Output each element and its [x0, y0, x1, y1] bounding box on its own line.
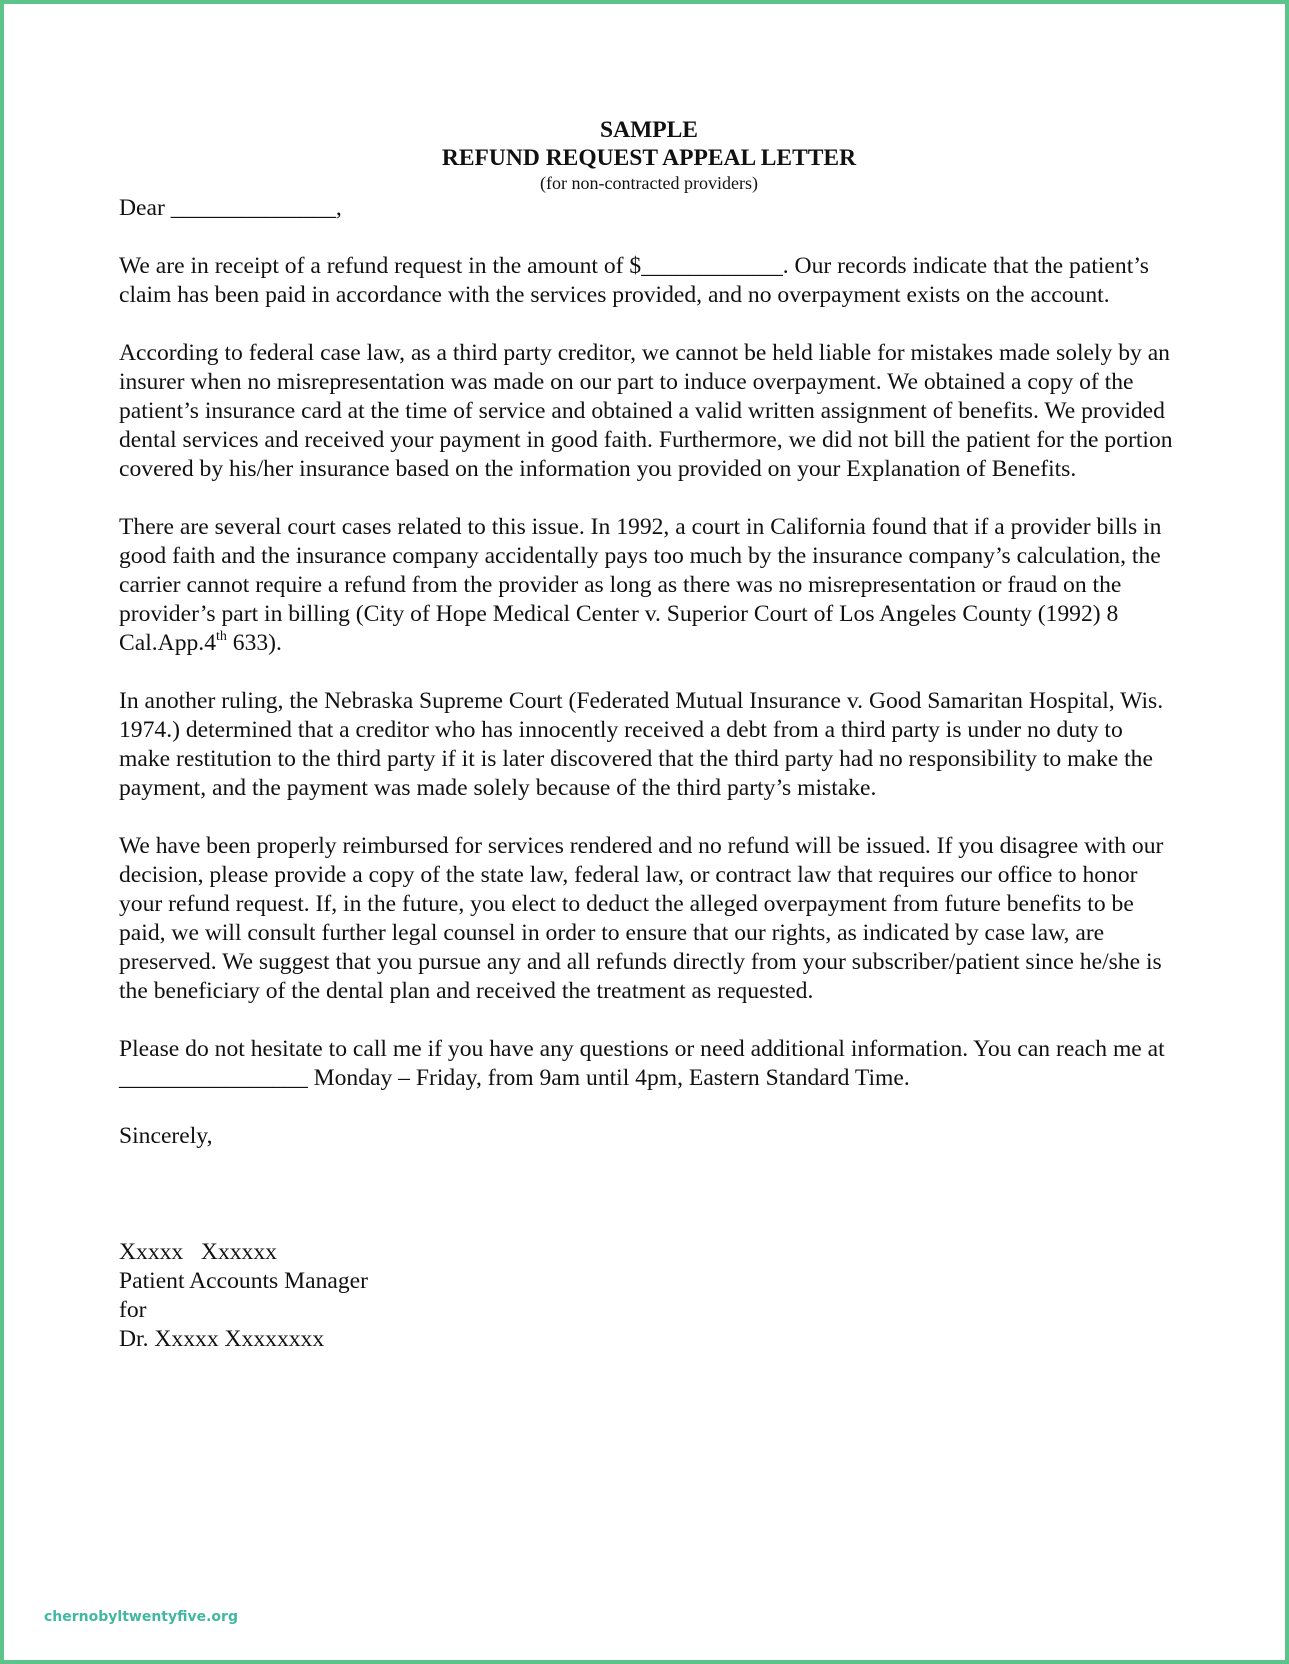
- paragraph-court-cases-text: There are several court cases related to this issue. In 1992, a court in California found that if a provider bills in good faith and the insurance company accidentally pays too much by the insurance company’s calculation, the carrier cannot require a refund from the provider as long as there was no misrepresentation or fraud on the provider’s part in billing (City of Hope Medical Center v. Superior Court of Los Angeles County (1992) 8 Cal.App.4: [119, 514, 1162, 656]
- letter-page: [119, 116, 1179, 1354]
- signature-title: Patient Accounts Manager: [119, 1268, 368, 1294]
- subtitle: (for non-contracted providers): [540, 173, 758, 193]
- signature-name: Xxxxx Xxxxxx: [119, 1239, 277, 1265]
- paragraph-reimbursed: We have been properly reimbursed for services rendered and no refund will be issued. If you disagree with our decision, please provide a copy of the state law, federal law, or contract law that requires our office to honor your refund request. If, in the future, you elect to deduct the alleged overpayment from future benefits to be paid, we will consult further legal counsel in order to ensure that our rights, as indicated by case law, are preserved. We suggest that you pursue any and all refunds directly from your subscriber/patient since he/she is the beneficiary of the dental plan and received the treatment as requested.: [119, 833, 1164, 1004]
- paragraph-court-cases-end: 633).: [226, 630, 282, 656]
- paragraph-receipt: We are in receipt of a refund request in the amount of $____________. Our records indicate that the patient’s claim has been paid in accordance with the services provided, and no overpayment exists on the account.: [119, 253, 1149, 308]
- signature-for: for: [119, 1297, 147, 1323]
- paragraph-nebraska-ruling: In another ruling, the Nebraska Supreme Court (Federated Mutual Insurance v. Good Samaritan Hospital, Wis. 1974.) determined that a creditor who has innocently received a debt from a third party is under no duty to make restitution to the third party if it is later discovered that the third party had no responsibility to make the payment, and the payment was made solely because of the third party’s mistake.: [119, 688, 1164, 801]
- signature-block: [119, 1238, 1179, 1354]
- signature-doctor: Dr. Xxxxx Xxxxxxxx: [119, 1326, 325, 1352]
- closing: Sincerely,: [119, 1123, 213, 1149]
- superscript-th: th: [216, 629, 227, 644]
- paragraph-contact: Please do not hesitate to call me if you have any questions or need additional information. You can reach me at ________________ Monday – Friday, from 9am until 4pm, Eastern Standard Time.: [119, 1036, 1165, 1091]
- paragraph-case-law: According to federal case law, as a third party creditor, we cannot be held liable for mistakes made solely by an insurer when no misrepresentation was made on our part to induce overpayment. We obtained a copy of the patient’s insurance card at the time of service and obtained a valid written assignment of benefits. We provided dental services and received your payment in good faith. Furthermore, we did not bill the patient for the portion covered by his/her insurance based on the information you provided on your Explanation of Benefits.: [119, 340, 1173, 482]
- watermark: chernobyltwentyfive.org: [44, 1609, 238, 1625]
- title-main: REFUND REQUEST APPEAL LETTER: [441, 145, 857, 171]
- salutation: Dear ______________,: [119, 195, 342, 221]
- paragraph-court-cases: [119, 513, 1179, 658]
- title-sample: SAMPLE: [600, 117, 698, 143]
